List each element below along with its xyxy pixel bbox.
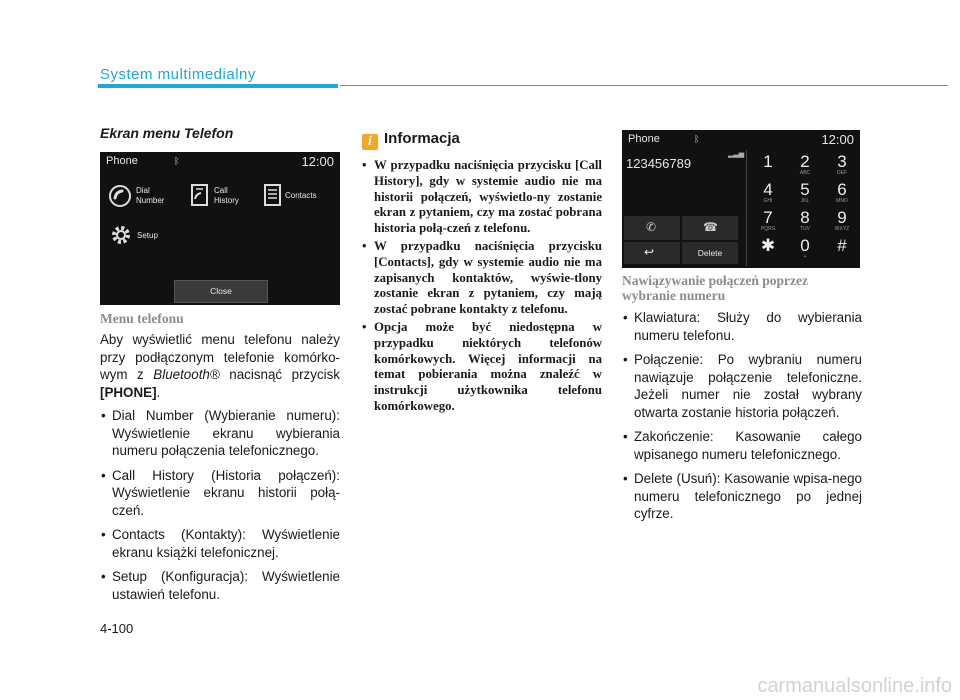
key-digit: #	[837, 236, 847, 255]
screen-clock: 12:00	[301, 154, 334, 169]
list-item: • Dial Number (Wybieranie numeru): Wyświetlenie ekranu wybierania numeru połączenia telefonicznego.	[100, 407, 340, 460]
keypad-key[interactable]	[790, 208, 820, 232]
setup-label: Setup	[137, 231, 158, 240]
key-letters: MNO	[836, 198, 848, 204]
keypad-key[interactable]	[753, 180, 783, 204]
key-digit: 1	[763, 152, 773, 171]
watermark: carmanualsonline.info	[757, 675, 952, 697]
key-letters: TUV	[800, 226, 810, 232]
call-label-line1: Call	[214, 186, 228, 195]
call-history-icon	[190, 184, 210, 208]
keypad	[746, 150, 860, 266]
list-item: • Klawiatura: Służy do wybierania numeru telefonu.	[622, 309, 862, 344]
left-column	[100, 125, 340, 610]
delete-button[interactable]: Delete	[682, 242, 738, 264]
gear-icon	[110, 224, 132, 246]
end-call-icon: ☎	[703, 220, 718, 234]
dial-screen	[622, 130, 860, 268]
key-letters: ABC	[799, 170, 811, 176]
back-button[interactable]	[624, 242, 680, 264]
status-bar	[622, 130, 860, 148]
list-item: • Zakończenie: Kasowanie całego wpisanego numeru telefonicznego.	[622, 428, 862, 463]
signal-icon: ▂▃▅	[728, 151, 745, 158]
key-digit: 5	[800, 180, 810, 199]
setup-button[interactable]	[110, 224, 180, 250]
phone-menu-screen	[100, 152, 340, 305]
bluetooth-icon: ᛒ	[694, 134, 700, 144]
screen-clock: 12:00	[821, 132, 854, 147]
list-item: • Połączenie: Po wybraniu numeru nawiązuje połączenie telefoniczne. Jeżeli numer nie został wybrany otwarta zostanie historia połączeń.	[622, 351, 862, 421]
keypad-key[interactable]	[790, 236, 820, 260]
keypad-key[interactable]	[790, 152, 820, 176]
dial-number-button[interactable]	[108, 182, 183, 212]
contacts-book-icon	[263, 184, 283, 208]
keypad-key[interactable]	[827, 152, 857, 176]
info-list	[362, 158, 602, 415]
call-button[interactable]	[624, 216, 680, 240]
menu-options-list	[100, 407, 340, 603]
key-digit: 8	[800, 208, 810, 227]
key-digit: 4	[763, 180, 773, 199]
intro-paragraph	[100, 331, 340, 401]
keypad-key[interactable]	[790, 180, 820, 204]
status-bar	[100, 152, 340, 170]
section-title: Ekran menu Telefon	[100, 125, 234, 141]
contacts-label: Contacts	[285, 191, 317, 200]
back-arrow-icon: ↩	[644, 245, 655, 259]
keypad-key[interactable]	[827, 236, 857, 254]
key-digit: 9	[837, 208, 847, 227]
intro-bluetooth: Bluetooth®	[153, 367, 220, 382]
call-label-line2: History	[214, 196, 239, 205]
list-item: • Opcja może być niedostępna w przypadku niektórych telefonów komórkowych. Więcej informacji na temat pobierania można znaleźć w instrukcji użytkownika telefonu komórkowego.	[362, 320, 602, 415]
section-header: System multimedialny	[100, 66, 256, 83]
keypad-key[interactable]	[827, 180, 857, 204]
call-icon: ✆	[646, 220, 657, 234]
key-digit: 3	[837, 152, 847, 171]
dialed-number: 123456789	[626, 156, 692, 171]
intro-phone-key: [PHONE]	[100, 384, 157, 400]
list-item: • W przypadku naciśnięcia przycisku [Contacts], gdy w systemie audio nie ma zapisanych kontaktów, wyświe-tlony zostanie ekran z pytaniem, czy mają zostać pobrane kontakty z telefonu.	[362, 239, 602, 318]
keypad-key[interactable]	[753, 152, 783, 170]
close-button[interactable]: Close	[174, 280, 268, 303]
key-letters: PQRS	[760, 226, 776, 232]
screen-title: Phone	[106, 155, 138, 167]
keypad-key[interactable]	[827, 208, 857, 232]
key-letters: WXYZ	[834, 226, 850, 232]
page-number: 4-100	[100, 621, 134, 636]
intro-text-1: Aby wyświetlić menu telefonu należy przy podłączonym telefonie komórko-wym z	[100, 332, 340, 382]
info-title: Informacja	[384, 130, 460, 147]
list-item: • Call History (Historia połączeń): Wyświetlenie ekranu historii połą-czeń.	[100, 467, 340, 520]
list-item: • W przypadku naciśnięcia przycisku [Call History], gdy w systemie audio nie ma historii połączeń, wyświetlo-ny zostanie ekran z pytaniem, czy ma zostać pobrana historia połą-czeń z telefonu.	[362, 158, 602, 237]
screen-title: Phone	[628, 133, 660, 145]
intro-text-2: nacisnąć przycisk	[219, 367, 341, 382]
dial-label-line2: Number	[136, 196, 165, 205]
key-digit: 2	[800, 152, 810, 171]
key-letters: DEF	[837, 170, 847, 176]
end-call-button[interactable]	[682, 216, 738, 240]
list-item: • Delete (Usuń): Kasowanie wpisa-nego numeru telefonicznego po jednej cyfrze.	[622, 470, 862, 523]
dialing-options-list	[622, 309, 862, 523]
header-rule	[98, 84, 948, 88]
phone-handset-icon	[108, 184, 132, 208]
bluetooth-icon: ᛒ	[174, 156, 180, 166]
key-digit: 0	[800, 236, 810, 255]
key-letters: GHI	[763, 198, 773, 204]
info-heading	[362, 130, 602, 150]
call-history-button[interactable]	[190, 182, 260, 212]
info-column	[362, 130, 602, 417]
key-digit: ✱	[760, 236, 776, 255]
keypad-key[interactable]	[753, 236, 783, 254]
intro-end: .	[156, 384, 161, 400]
right-column	[622, 130, 862, 530]
list-item: • Contacts (Kontakty): Wyświetlenie ekranu książki telefonicznej.	[100, 526, 340, 561]
dial-label-line1: Dial	[136, 186, 150, 195]
contacts-button[interactable]	[263, 182, 338, 212]
menu-subheading: Menu telefonu	[100, 311, 184, 326]
key-digit: 6	[837, 180, 847, 199]
info-icon: i	[362, 134, 378, 150]
key-letters: +	[803, 254, 807, 260]
keypad-key[interactable]	[753, 208, 783, 232]
key-letters: JKL	[800, 198, 810, 204]
key-digit: 7	[763, 208, 773, 227]
list-item: • Setup (Konfiguracja): Wyświetlenie ustawień telefonu.	[100, 568, 340, 603]
dialing-subheading: Nawiązywanie połączeń poprzez wybranie numeru	[622, 273, 808, 303]
